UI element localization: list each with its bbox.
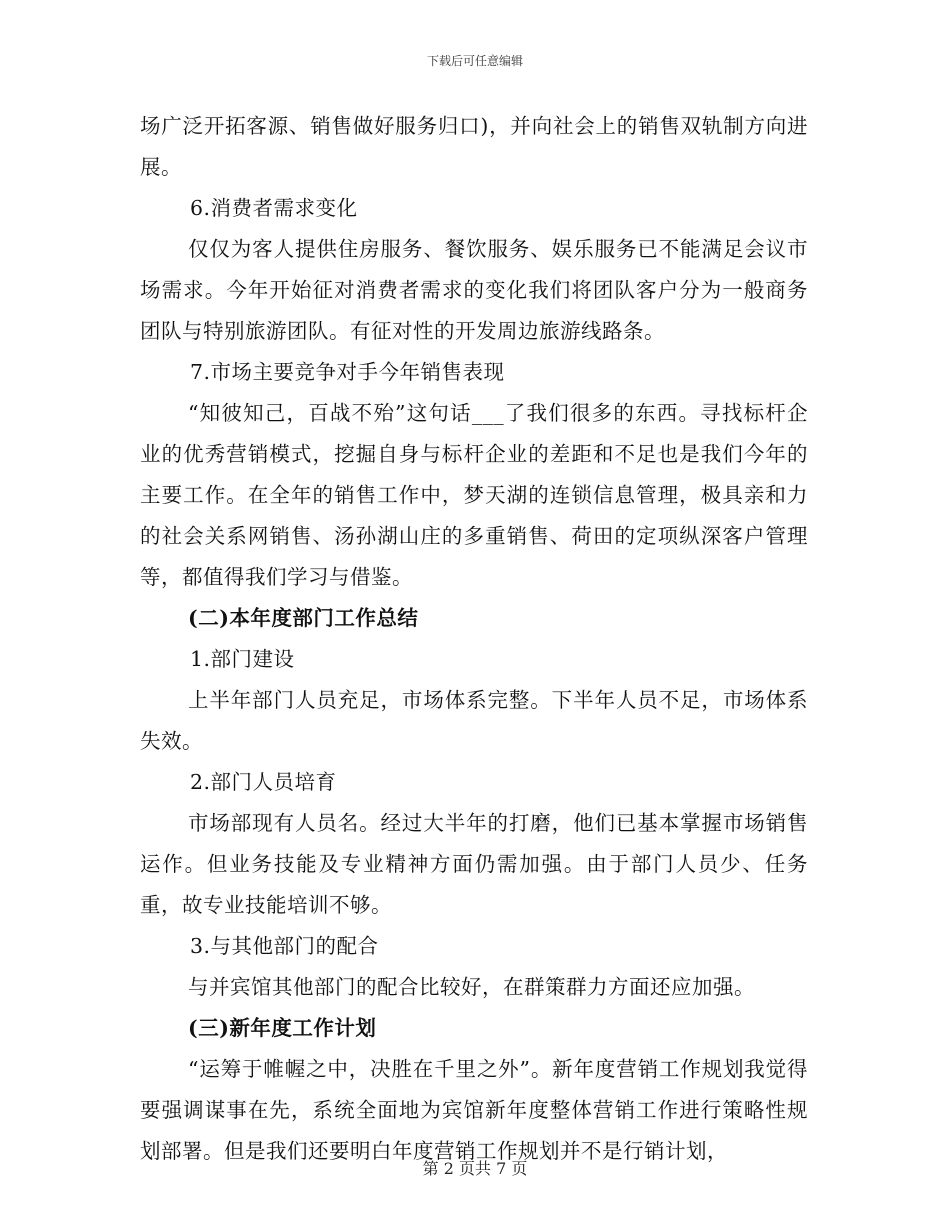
- paragraph-continuation: 场广泛开拓客源、销售做好服务归口)，并向社会上的销售双轨制方向进展。: [140, 114, 808, 179]
- numbered-item-3: 3.与其他部门的配合: [190, 934, 379, 958]
- numbered-item-1: 1.部门建设: [190, 647, 295, 671]
- body-paragraph: 市场部现有人员名。经过大半年的打磨，他们已基本掌握市场销售运作。但业务技能及专业精神方面仍需加强。由于部门人员少、任务重，故专业技能培训不够。: [140, 811, 808, 917]
- body-paragraph: “知彼知己，百战不殆”这句话___了我们很多的东西。寻找标杆企业的优秀营销模式，挖掘自身与标杆企业的差距和不足也是我们今年的主要工作。在全年的销售工作中，梦天湖的连锁信息管理，极具亲和力的社会关系网销售、汤孙湖山庄的多重销售、荷田的定项纵深客户管理等，都值得我们学习与借鉴。: [140, 401, 808, 589]
- body-paragraph: 仅仅为客人提供住房服务、餐饮服务、娱乐服务已不能满足会议市场需求。今年开始征对消费者需求的变化我们将团队客户分为一般商务团队与特别旅游团队。有征对性的开发周边旅游线路条。: [140, 237, 808, 343]
- section-heading-2: (二)本年度部门工作总结: [188, 606, 419, 630]
- document-body: [140, 106, 808, 1172]
- numbered-item-6: 6.消费者需求变化: [190, 196, 358, 220]
- page-footer: 第 2 页共 7 页: [422, 1159, 528, 1178]
- page-header: 下载后可任意编辑: [426, 54, 523, 68]
- body-paragraph: 上半年部门人员充足，市场体系完整。下半年人员不足，市场体系失效。: [140, 688, 808, 753]
- numbered-item-2: 2.部门人员培育: [190, 770, 337, 794]
- numbered-item-7: 7.市场主要竞争对手今年销售表现: [190, 360, 505, 384]
- body-paragraph: “运筹于帷幄之中，决胜在千里之外”。新年度营销工作规划我觉得要强调谋事在先，系统全面地为宾馆新年度整体营销工作进行策略性规划部署。但是我们还要明白年度营销工作规划并不是行销计划，: [140, 1057, 808, 1163]
- body-paragraph: 与并宾馆其他部门的配合比较好，在群策群力方面还应加强。: [188, 975, 755, 999]
- section-heading-3: (三)新年度工作计划: [188, 1016, 377, 1040]
